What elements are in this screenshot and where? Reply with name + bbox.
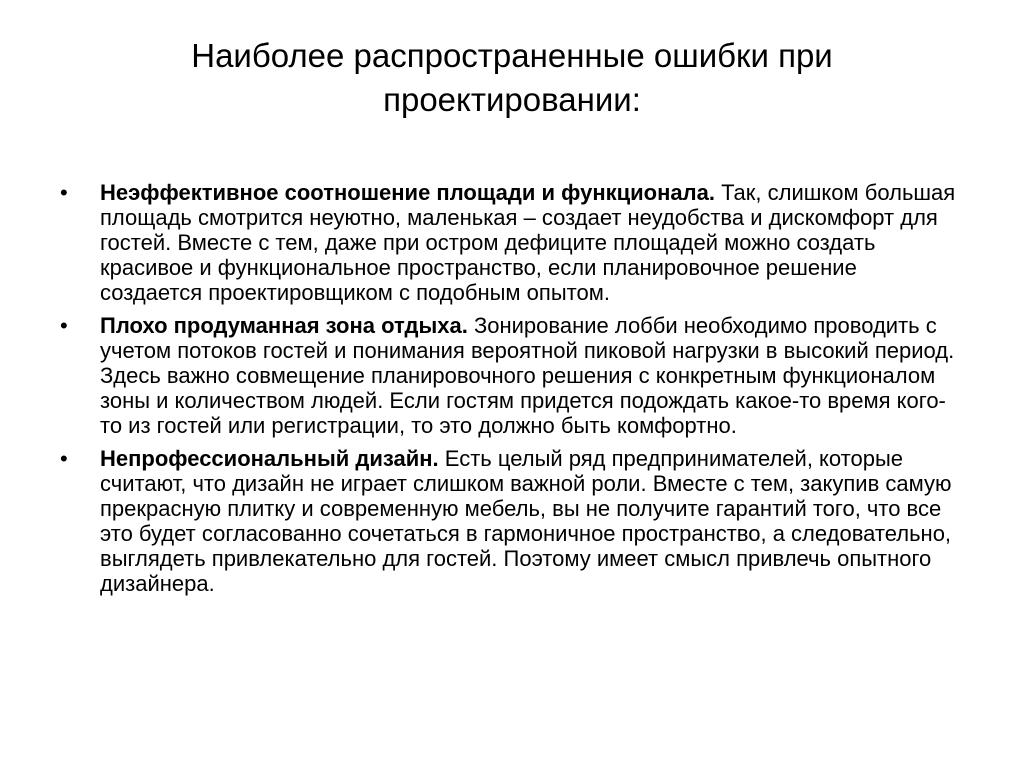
bullet-list [60, 180, 965, 604]
bullet-icon: • [60, 313, 68, 338]
bullet-text [100, 446, 952, 596]
list-item [60, 313, 965, 438]
slide-title: Наиболее распространенные ошибки при проектировании: [191, 37, 833, 118]
bullet-icon: • [60, 446, 68, 471]
bullet-body: Есть целый ряд предпринимателей, которые считают, что дизайн не играет слишком важной роли. Вместе с тем, закупив самую прекрасную плитку и современную мебель, вы не получите гарантий того, что все это будет согласованно сочетаться в гармоничное пространство, а следовательно, выглядеть привлекательно для гостей. Поэтому имеет смысл привлечь опытного дизайнера. [100, 446, 952, 596]
bullet-icon: • [60, 180, 68, 205]
bullet-text [100, 313, 954, 438]
list-item [60, 180, 965, 305]
bullet-body: Так, слишком большая площадь смотрится неуютно, маленькая – создает неудобства и дискомфорт для гостей. Вместе с тем, даже при остром дефиците площадей можно создать красивое и функциональное пространство, если планировочное решение создается проектировщиком с подобным опытом. [100, 180, 956, 305]
bullet-body: Зонирование лобби необходимо проводить с учетом потоков гостей и понимания вероятной пиковой нагрузки в высокий период. Здесь важно совмещение планировочного решения с конкретным функционалом зоны и количеством людей. Если гостям придется подождать какое-то время кого-то из гостей или регистрации, то это должно быть комфортно. [100, 313, 955, 438]
bullet-text [100, 180, 955, 305]
list-item [60, 446, 965, 596]
bullet-heading: Непрофессиональный дизайн. [100, 446, 439, 471]
bullet-heading: Неэффективное соотношение площади и функционала. [100, 180, 715, 205]
bullet-heading: Плохо продуманная зона отдыха. [100, 313, 468, 338]
